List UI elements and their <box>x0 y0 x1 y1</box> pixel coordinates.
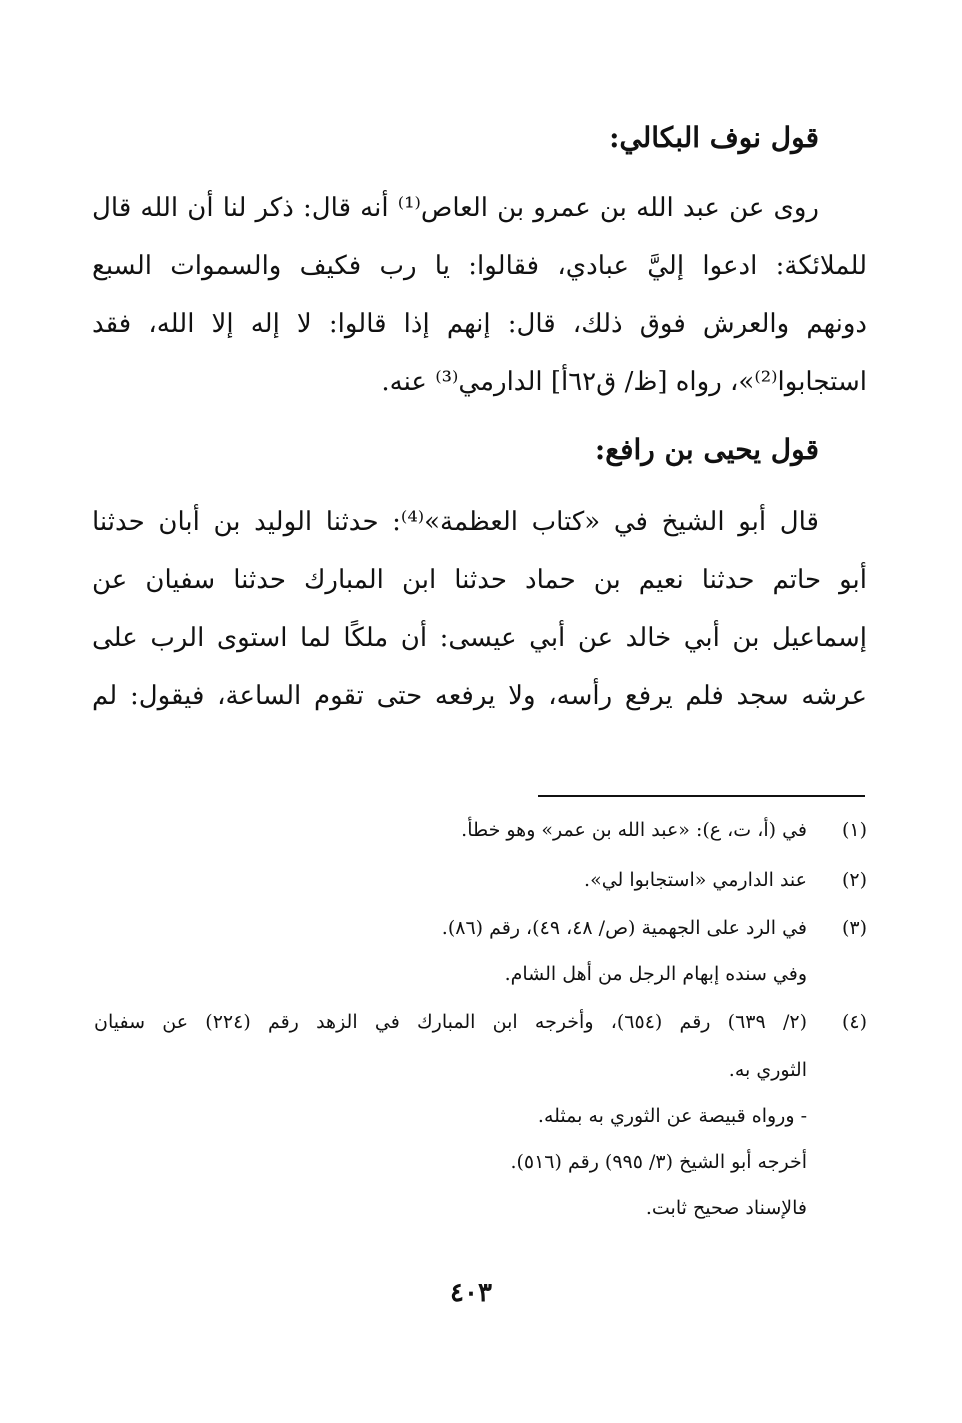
footnote-text: أخرجه أبو الشيخ (٣/ ٩٩٥) رقم (٥١٦). <box>510 1151 807 1173</box>
body-line: أبو حاتم حدثنا نعيم بن حماد حدثنا ابن المبارك حدثنا سفيان عن <box>92 565 867 595</box>
footnote-text: في (أ، ت، ع): «عبد الله بن عمر» وهو خطأ. <box>461 819 807 841</box>
body-line: قال أبو الشيخ في «كتاب العظمة»⁽⁴⁾: حدثنا الوليد بن أبان حدثنا <box>92 507 819 537</box>
section-heading-nawf: قول نوف البكالي: <box>609 121 819 154</box>
footnote-text: (٢/ ٦٣٩) رقم (٦٥٤)، وأخرجه ابن المبارك في الزهد رقم (٢٢٤) عن سفيان <box>94 1011 807 1033</box>
footnote-text: فالإسناد صحيح ثابت. <box>645 1197 807 1219</box>
body-line: للملائكة: ادعوا إليَّ عبادي، فقالوا: يا رب فكيف والسموات السبع <box>92 251 867 281</box>
footnote-text: الثوري به. <box>728 1059 807 1081</box>
footnote-text: في الرد على الجهمية (ص/ ٤٨، ٤٩)، رقم (٨٦). <box>441 917 807 939</box>
footnote-text: - ورواه قبيصة عن الثوري به بمثله. <box>537 1105 807 1127</box>
footnote-text: وفي سنده إبهام الرجل من أهل الشام. <box>504 963 807 985</box>
page-number: ٤٠٣ <box>450 1278 492 1308</box>
footnote-number: (٤) <box>841 1011 867 1033</box>
body-line: استجابوا⁽²⁾»، رواه [ظ/ ق٦٢أ] الدارمي⁽³⁾ عنه. <box>381 367 867 397</box>
footnote-number: (٣) <box>841 917 867 939</box>
footnote-divider <box>538 795 865 797</box>
footnote-number: (٢) <box>841 869 867 891</box>
body-line: عرشه سجد فلم يرفع رأسه، ولا يرفعه حتى تقوم الساعة، فيقول: لم <box>92 681 867 711</box>
body-line: روى عن عبد الله بن عمرو بن العاص⁽¹⁾ أنه قال: ذكر لنا أن الله قال <box>92 193 819 223</box>
body-line: إسماعيل بن أبي خالد عن أبي عيسى: أن ملكًا لما استوى الرب على <box>92 623 867 653</box>
footnote-number: (١) <box>841 819 867 841</box>
body-line: دونهم والعرش فوق ذلك، قال: إنهم إذا قالوا: لا إله إلا الله، فقد <box>92 309 867 339</box>
footnote-text: عند الدارمي «استجابوا لي». <box>584 869 807 891</box>
section-heading-yahya: قول يحيى بن رافع: <box>594 433 819 466</box>
